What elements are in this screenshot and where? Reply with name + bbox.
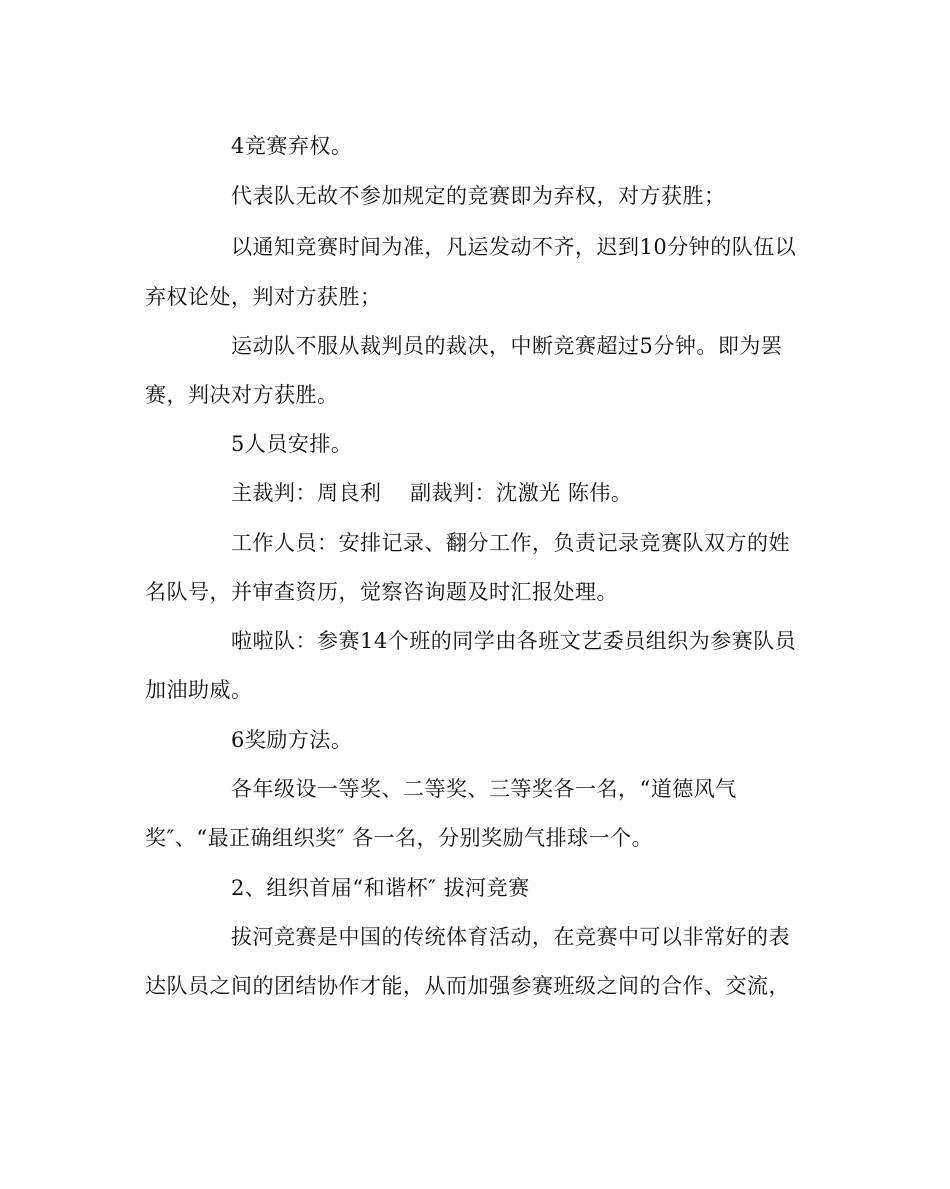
paragraph-line: 工作人员：安排记录、翻分工作，负责记录竞赛队双方的姓 — [231, 531, 790, 555]
section-heading-staffing: 5人员安排。 — [231, 432, 353, 456]
paragraph-line: 以通知竞赛时间为准，凡运发动不齐，迟到10分钟的队伍以 — [231, 235, 797, 259]
section-heading-tug-of-war: 2、组织首届“和谐杯″ 拔河竞赛 — [231, 876, 530, 900]
paragraph-line: 各年级设一等奖、二等奖、三等奖各一名，“道德风气 — [231, 777, 737, 801]
paragraph-line: 弃权论处，判对方获胜； — [145, 285, 382, 309]
paragraph-line: 赛，判决对方获胜。 — [145, 383, 339, 407]
paragraph-line: 名队号，并审查资历，觉察咨询题及时汇报处理。 — [145, 580, 618, 604]
paragraph-line: 加油助威。 — [145, 678, 253, 702]
paragraph-line: 达队员之间的团结协作才能，从而加强参赛班级之间的合作、交流， — [145, 974, 790, 998]
paragraph-line: 代表队无故不参加规定的竞赛即为弃权，对方获胜； — [231, 184, 726, 208]
paragraph-line: 拔河竞赛是中国的传统体育活动，在竞赛中可以非常好的表 — [231, 925, 790, 949]
paragraph-line: 主裁判：周良利 副裁判：沈激光 陈伟。 — [231, 481, 633, 505]
section-heading-awards: 6奖励方法。 — [231, 728, 353, 752]
paragraph-line: 啦啦队：参赛14个班的同学由各班文艺委员组织为参赛队员 — [231, 629, 797, 653]
paragraph-line: 运动队不服从裁判员的裁决，中断竞赛超过5分钟。即为罢 — [231, 334, 783, 358]
paragraph-line: 奖″、“最正确组织奖″ 各一名，分别奖励气排球一个。 — [145, 826, 654, 850]
section-heading-forfeit: 4竞赛弃权。 — [231, 134, 353, 158]
